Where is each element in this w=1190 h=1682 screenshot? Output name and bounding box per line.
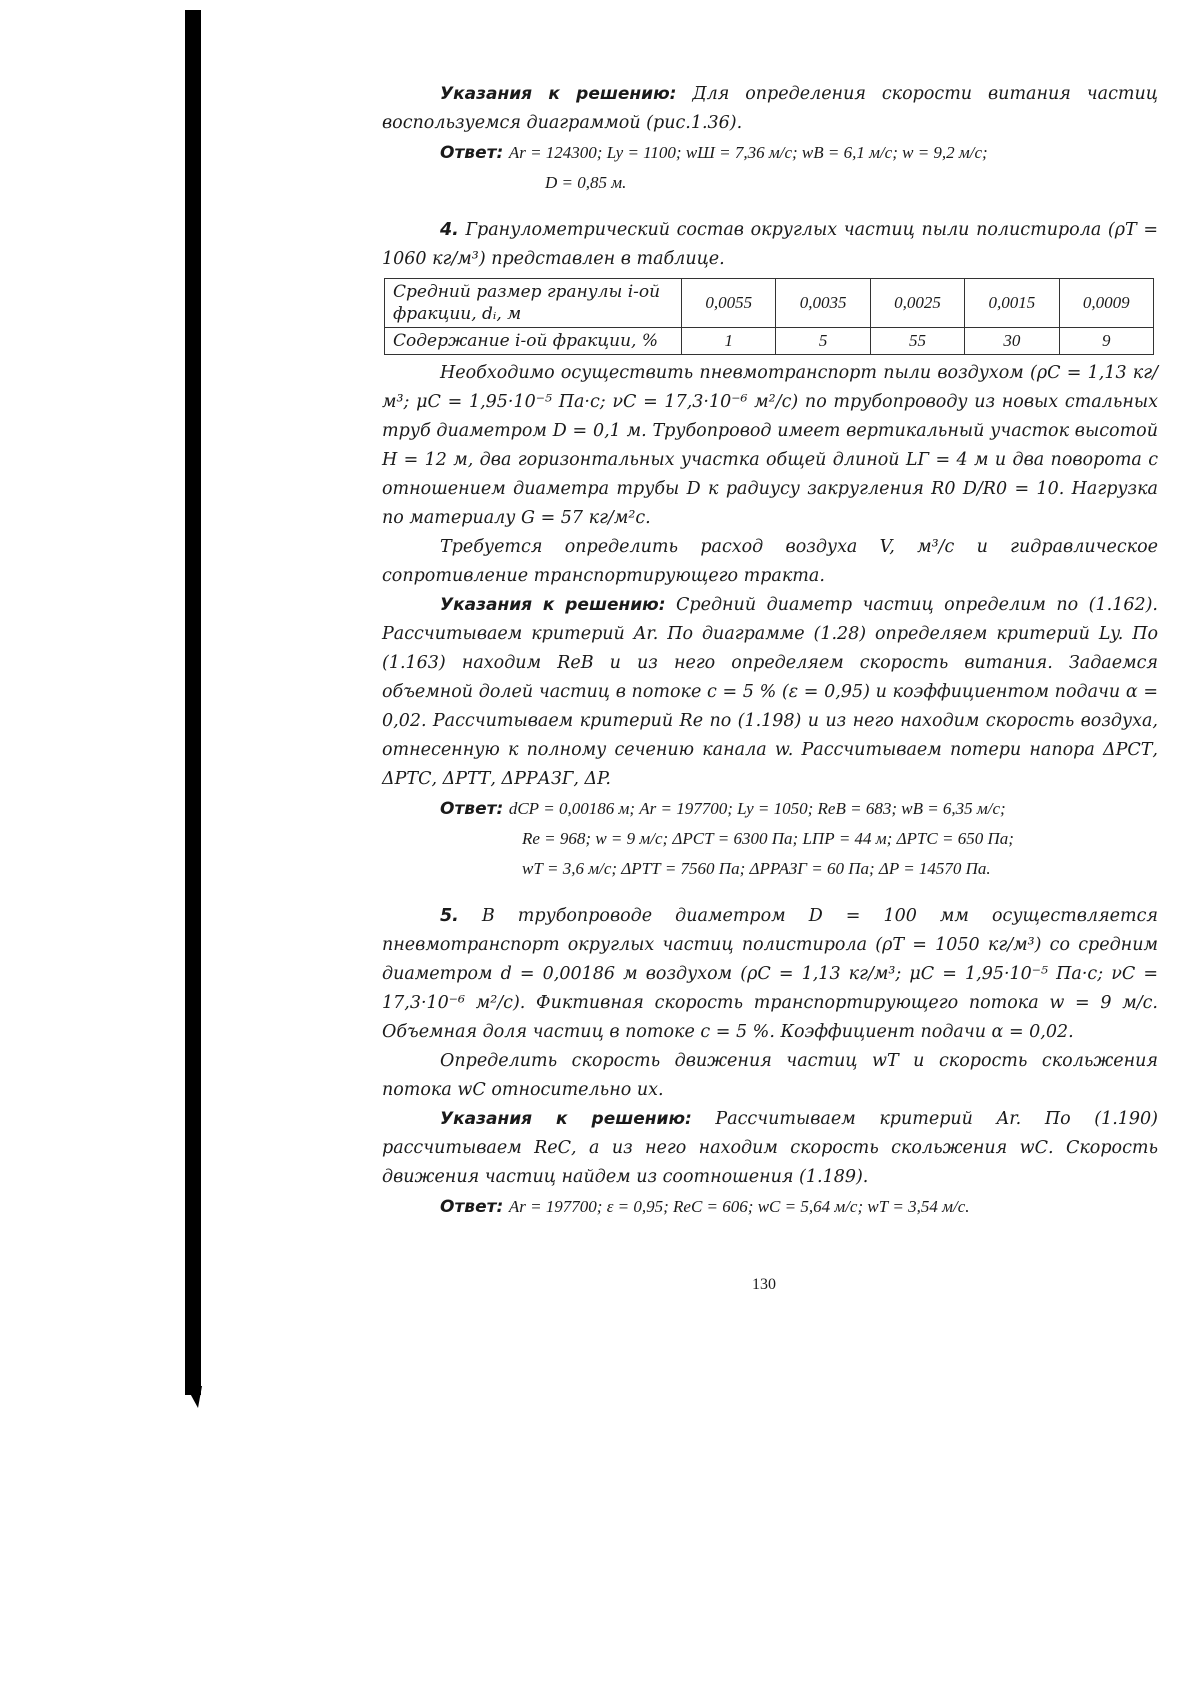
hint-paragraph-5 xyxy=(382,1105,1158,1192)
problem-4-body: Необходимо осуществить пневмотранспорт пыли воздухом (ρС = 1,13 кг/м³; μС = 1,95·10⁻⁵ Па·с; νС = 17,3·10⁻⁶ м²/с) по трубопроводу из новых стальных труб диаметром D = 0,1 м. Трубопровод имеет вертикальный участок высотой H = 12 м, два горизонтальных участка общей длиной LГ = 4 м и два поворота с отношением диаметра трубы D к радиусу закругления R0 D/R0 = 10. Нагрузка по материалу G = 57 кг/м²с. xyxy=(382,363,1158,528)
hint-text: Для определения скорости витания частиц воспользуемся диаграммой (рис.1.36). xyxy=(382,84,1158,133)
answer-label: Ответ: xyxy=(440,143,504,163)
answer-line: dСР = 0,00186 м; Ar = 197700; Ly = 1050; ReВ = 683; wВ = 6,35 м/с; xyxy=(508,799,1006,818)
answer-label: Ответ: xyxy=(440,1197,504,1217)
table-cell: 55 xyxy=(870,328,964,355)
answer-line: Re = 968; w = 9 м/с; ΔPСТ = 6300 Па; LПР = 44 м; ΔPТС = 650 Па; xyxy=(522,829,1014,848)
table-cell: 9 xyxy=(1059,328,1153,355)
hint-text: Рассчитываем критерий Ar. По (1.190) рассчитываем ReС, а из него находим скорость скольжения wС. Скорость движения частиц найдем из соотношения (1.189). xyxy=(382,1109,1158,1187)
table-header-cell: Средний размер гранулы i-ой фракции, dᵢ, м xyxy=(385,279,682,328)
problem-text: Гранулометрический состав округлых частиц пыли полистирола (ρТ = 1060 кг/м³) представлен в таблице. xyxy=(382,220,1158,269)
answer-4-cont xyxy=(522,824,1158,854)
hint-paragraph-4 xyxy=(382,591,1158,794)
table-row xyxy=(385,279,1154,328)
problem-5-task: Определить скорость движения частиц wТ и скорость скольжения потока wС относительно их. xyxy=(382,1051,1158,1100)
answer-line: Ar = 124300; Ly = 1100; wШ = 7,36 м/с; wВ = 6,1 м/с; w = 9,2 м/с; xyxy=(508,143,988,162)
table-cell: 0,0009 xyxy=(1059,279,1153,328)
binding-edge xyxy=(185,10,201,1395)
problem-4-task: Требуется определить расход воздуха V, м³/с и гидравлическое сопротивление транспортирующего тракта. xyxy=(382,537,1158,586)
problem-text: В трубопроводе диаметром D = 100 мм осуществляется пневмотранспорт округлых частиц полистирола (ρТ = 1050 кг/м³) со средним диаметром d = 0,00186 м воздухом (ρС = 1,13 кг/м³; μС = 1,95·10⁻⁵ Па·с; νС = 17,3·10⁻⁶ м²/с). Фиктивная скорость транспортирующего потока w = 9 м/с. Объемная доля частиц в потоке c = 5 %. Коэффициент подачи α = 0,02. xyxy=(382,906,1158,1042)
table-cell: 1 xyxy=(682,328,776,355)
answer-label: Ответ: xyxy=(440,799,504,819)
table-cell: 0,0015 xyxy=(965,279,1059,328)
problem-4-statement xyxy=(382,216,1158,274)
answer-line: wТ = 3,6 м/с; ΔPТТ = 7560 Па; ΔPРАЗГ = 60 Па; ΔP = 14570 Па. xyxy=(522,859,991,878)
hint-text: Средний диаметр частиц определим по (1.162). Рассчитываем критерий Ar. По диаграмме (1.28) определяем критерий Ly. По (1.163) находим ReВ и из него определяем скорость витания. Задаемся объемной долей частиц в потоке c = 5 % (ε = 0,95) и коэффициентом подачи α = 0,02. Рассчитываем критерий Re по (1.198) и из него находим скорость воздуха, отнесенную к полному сечению канала w. Рассчитываем потери напора ΔPСТ, ΔPТС, ΔPТТ, ΔPРАЗГ, ΔP. xyxy=(382,595,1158,789)
answer-4 xyxy=(440,794,1158,824)
table-cell: 5 xyxy=(776,328,870,355)
table-cell: 30 xyxy=(965,328,1059,355)
answer-4-cont xyxy=(522,854,1158,884)
problem-number: 4. xyxy=(440,220,459,240)
table-row xyxy=(385,328,1154,355)
hint-label: Указания к решению: xyxy=(440,84,677,104)
problem-5-statement xyxy=(382,902,1158,1047)
table-cell: 0,0035 xyxy=(776,279,870,328)
problem-number: 5. xyxy=(440,906,459,926)
table-cell: 0,0025 xyxy=(870,279,964,328)
document-page xyxy=(382,80,1158,1222)
hint-label: Указания к решению: xyxy=(440,1109,692,1129)
table-header-cell: Содержание i-ой фракции, % xyxy=(385,328,682,355)
answer-line: D = 0,85 м. xyxy=(545,173,627,192)
answer-5 xyxy=(440,1192,1158,1222)
answer-line: Ar = 197700; ε = 0,95; ReС = 606; wС = 5,64 м/с; wТ = 3,54 м/с. xyxy=(508,1197,970,1216)
binding-edge-tail xyxy=(186,1386,202,1408)
answer-3-cont xyxy=(545,168,1158,198)
fraction-table xyxy=(384,278,1154,355)
hint-paragraph-3 xyxy=(382,80,1158,138)
hint-label: Указания к решению: xyxy=(440,595,666,615)
page-number: 130 xyxy=(752,1276,776,1293)
answer-3 xyxy=(440,138,1158,168)
table-cell: 0,0055 xyxy=(682,279,776,328)
